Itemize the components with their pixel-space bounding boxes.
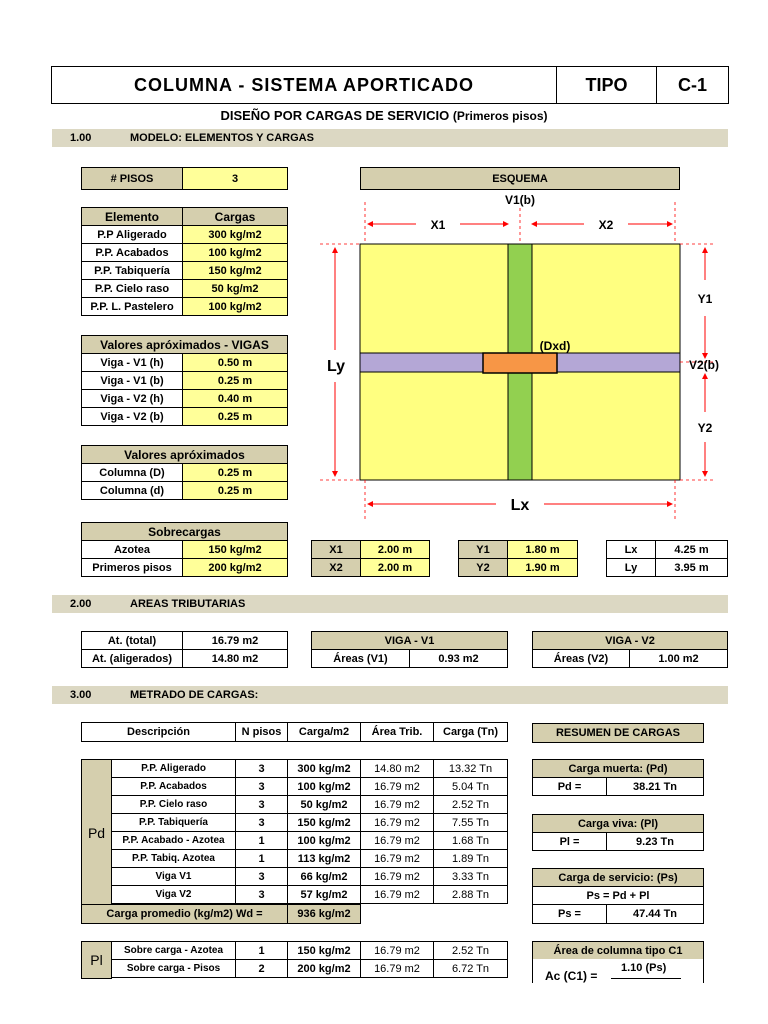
area-v1-title: VIGA - V1: [311, 631, 508, 650]
label-v2: V2(b): [689, 358, 719, 372]
area-total-label: At. (total): [81, 631, 183, 650]
area-columna-title: Área de columna tipo C1: [532, 941, 704, 960]
column-section: [483, 353, 557, 373]
carga-label: P.P. Acabados: [81, 243, 183, 262]
pd-value: 38.21 Tn: [606, 777, 704, 796]
dim-y1-value[interactable]: 1.80 m: [507, 540, 578, 559]
area-aligerados-label: At. (aligerados): [81, 649, 183, 668]
columna-value[interactable]: 0.25 m: [182, 463, 288, 482]
pd-carga-tn: 2.52 Tn: [433, 795, 508, 814]
pl-desc: Sobre carga - Pisos: [111, 959, 236, 978]
section-label: METRADO DE CARGAS:: [130, 689, 259, 701]
col-header-carga-m2: Carga/m2: [287, 722, 361, 742]
viga-value[interactable]: 0.25 m: [182, 407, 288, 426]
section-2-header: [52, 595, 728, 613]
columna-label: Columna (d): [81, 481, 183, 500]
columna-title: Valores apróximados: [81, 445, 288, 464]
sobrecarga-label: Azotea: [81, 540, 183, 559]
section-label: MODELO: ELEMENTOS Y CARGAS: [130, 132, 314, 144]
dim-lx-value: 4.25 m: [655, 540, 728, 559]
dim-ly-value: 3.95 m: [655, 558, 728, 577]
viga-label: Viga - V1 (h): [81, 353, 183, 372]
carga-promedio-value: 936 kg/m2: [287, 904, 361, 924]
col-header-descripcion: Descripción: [81, 722, 236, 742]
esquema-title: ESQUEMA: [360, 167, 680, 190]
pl-npisos: 2: [235, 959, 288, 978]
pd-area: 16.79 m2: [360, 849, 434, 868]
pl-group-label: Pl: [81, 941, 112, 979]
pd-carga-tn: 1.68 Tn: [433, 831, 508, 850]
pl-carga-m2: 150 kg/m2: [287, 941, 361, 960]
ac-label: Ac (C1) =: [545, 969, 598, 983]
pd-carga-tn: 5.04 Tn: [433, 777, 508, 796]
servicio-formula: Ps = Pd + Pl: [532, 886, 704, 905]
ps-value: 47.44 Tn: [606, 904, 704, 924]
pd-desc: P.P. Tabiq. Azotea: [111, 849, 236, 868]
pd-desc: P.P. Cielo raso: [111, 795, 236, 814]
area-total-value: 16.79 m2: [182, 631, 288, 650]
pd-npisos: 3: [235, 867, 288, 886]
section-number: 3.00: [70, 689, 92, 701]
dim-x2-label: X2: [311, 558, 361, 577]
sobrecarga-value[interactable]: 150 kg/m2: [182, 540, 288, 559]
ps-label: Ps =: [532, 904, 607, 924]
label-ly: Ly: [326, 358, 346, 375]
carga-label: P.P Aligerado: [81, 225, 183, 244]
area-v2-value: 1.00 m2: [629, 649, 728, 668]
pd-carga-tn: 7.55 Tn: [433, 813, 508, 832]
pd-npisos: 3: [235, 813, 288, 832]
section-3-header: [52, 686, 728, 704]
pd-desc: Viga V2: [111, 885, 236, 904]
dim-x1-label: X1: [311, 540, 361, 559]
label-y1: Y1: [697, 292, 713, 306]
pd-carga-tn: 1.89 Tn: [433, 849, 508, 868]
pd-area: 16.79 m2: [360, 867, 434, 886]
esquema-svg: [300, 190, 730, 525]
viga-label: Viga - V1 (b): [81, 371, 183, 390]
section-number: 2.00: [70, 598, 92, 610]
section-number: 1.00: [70, 132, 92, 144]
pd-npisos: 1: [235, 849, 288, 868]
area-v2-label: Áreas (V2): [532, 649, 630, 668]
sobrecarga-value[interactable]: 200 kg/m2: [182, 558, 288, 577]
viga-label: Viga - V2 (h): [81, 389, 183, 408]
pd-group-label: Pd: [81, 759, 112, 906]
carga-value[interactable]: 100 kg/m2: [182, 243, 288, 262]
col-header-npisos: N pisos: [235, 722, 288, 742]
area-columna-formula: [532, 959, 704, 983]
sobrecargas-title: Sobrecargas: [81, 522, 288, 541]
carga-label: P.P. L. Pastelero: [81, 297, 183, 316]
dim-x1-value[interactable]: 2.00 m: [360, 540, 430, 559]
pd-carga-m2: 66 kg/m2: [287, 867, 361, 886]
pd-desc: P.P. Tabiquería: [111, 813, 236, 832]
vigas-title: Valores apróximados - VIGAS: [81, 335, 288, 354]
pl-area: 16.79 m2: [360, 941, 434, 960]
esquema-diagram: [300, 190, 730, 525]
area-v1-label: Áreas (V1): [311, 649, 410, 668]
pd-npisos: 1: [235, 831, 288, 850]
carga-servicio-title: Carga de servicio: (Ps): [532, 868, 704, 887]
pd-label: Pd =: [532, 777, 607, 796]
viga-value[interactable]: 0.40 m: [182, 389, 288, 408]
carga-label: P.P. Cielo raso: [81, 279, 183, 298]
dim-y2-label: Y2: [458, 558, 508, 577]
pl-label: Pl =: [532, 832, 607, 851]
carga-value[interactable]: 150 kg/m2: [182, 261, 288, 280]
pl-npisos: 1: [235, 941, 288, 960]
pd-npisos: 3: [235, 777, 288, 796]
pd-area: 16.79 m2: [360, 795, 434, 814]
pl-carga-tn: 2.52 Tn: [433, 941, 508, 960]
pd-desc: P.P. Acabado - Azotea: [111, 831, 236, 850]
pd-carga-tn: 3.33 Tn: [433, 867, 508, 886]
dim-lx-label: Lx: [606, 540, 656, 559]
label-y2: Y2: [697, 421, 713, 435]
area-aligerados-value: 14.80 m2: [182, 649, 288, 668]
dim-y1-label: Y1: [458, 540, 508, 559]
label-v1: V1(b): [505, 193, 535, 207]
tipo-value: C-1: [656, 66, 729, 104]
viga-value[interactable]: 0.25 m: [182, 371, 288, 390]
pd-carga-m2: 113 kg/m2: [287, 849, 361, 868]
label-x2: X2: [598, 218, 614, 232]
tipo-label: TIPO: [556, 66, 657, 104]
pd-carga-tn: 2.88 Tn: [433, 885, 508, 904]
cargas-header-elemento: Elemento: [81, 207, 183, 226]
section-1-header: [52, 129, 728, 147]
label-x1: X1: [430, 218, 446, 232]
carga-muerta-title: Carga muerta: (Pd): [532, 759, 704, 778]
pisos-label: # PISOS: [81, 167, 183, 190]
fraction-bar: [611, 978, 681, 979]
cargas-header-cargas: Cargas: [182, 207, 288, 226]
dim-y2-value[interactable]: 1.90 m: [507, 558, 578, 577]
carga-label: P.P. Tabiquería: [81, 261, 183, 280]
carga-viva-title: Carga viva: (Pl): [532, 814, 704, 833]
page-title: COLUMNA - SISTEMA APORTICADO: [51, 66, 557, 104]
pd-carga-m2: 150 kg/m2: [287, 813, 361, 832]
pd-carga-tn: 13.32 Tn: [433, 759, 508, 778]
label-lx: Lx: [510, 497, 530, 514]
subtitle-paren: (Primeros pisos): [452, 109, 548, 123]
pl-carga-m2: 200 kg/m2: [287, 959, 361, 978]
pd-carga-m2: 57 kg/m2: [287, 885, 361, 904]
pd-carga-m2: 100 kg/m2: [287, 831, 361, 850]
subtitle: [0, 108, 768, 123]
pd-desc: P.P. Aligerado: [111, 759, 236, 778]
resumen-title: RESUMEN DE CARGAS: [532, 723, 704, 743]
carga-promedio-label: Carga promedio (kg/m2) Wd =: [81, 904, 288, 924]
columna-label: Columna (D): [81, 463, 183, 482]
dim-x2-value[interactable]: 2.00 m: [360, 558, 430, 577]
viga-label: Viga - V2 (b): [81, 407, 183, 426]
pd-npisos: 3: [235, 885, 288, 904]
col-header-carga-tn: Carga (Tn): [433, 722, 508, 742]
col-header-area-trib: Área Trib.: [360, 722, 434, 742]
pl-value: 9.23 Tn: [606, 832, 704, 851]
pd-carga-m2: 50 kg/m2: [287, 795, 361, 814]
pd-area: 16.79 m2: [360, 777, 434, 796]
area-v2-title: VIGA - V2: [532, 631, 728, 650]
pd-area: 14.80 m2: [360, 759, 434, 778]
pd-area: 16.79 m2: [360, 885, 434, 904]
columna-value[interactable]: 0.25 m: [182, 481, 288, 500]
pd-desc: Viga V1: [111, 867, 236, 886]
pd-carga-m2: 300 kg/m2: [287, 759, 361, 778]
section-label: AREAS TRIBUTARIAS: [130, 598, 246, 610]
pd-npisos: 3: [235, 795, 288, 814]
carga-value[interactable]: 50 kg/m2: [182, 279, 288, 298]
carga-value[interactable]: 300 kg/m2: [182, 225, 288, 244]
subtitle-main: DISEÑO POR CARGAS DE SERVICIO: [220, 108, 450, 123]
pd-area: 16.79 m2: [360, 813, 434, 832]
pd-carga-m2: 100 kg/m2: [287, 777, 361, 796]
area-v1-value: 0.93 m2: [409, 649, 508, 668]
viga-value[interactable]: 0.50 m: [182, 353, 288, 372]
ac-numerator: 1.10 (Ps): [621, 962, 667, 974]
pd-npisos: 3: [235, 759, 288, 778]
carga-value[interactable]: 100 kg/m2: [182, 297, 288, 316]
pl-area: 16.79 m2: [360, 959, 434, 978]
pd-area: 16.79 m2: [360, 831, 434, 850]
pd-desc: P.P. Acabados: [111, 777, 236, 796]
pl-carga-tn: 6.72 Tn: [433, 959, 508, 978]
pl-desc: Sobre carga - Azotea: [111, 941, 236, 960]
sobrecarga-label: Primeros pisos: [81, 558, 183, 577]
pisos-value[interactable]: 3: [182, 167, 288, 190]
label-dxd: (Dxd): [539, 339, 571, 353]
dim-ly-label: Ly: [606, 558, 656, 577]
